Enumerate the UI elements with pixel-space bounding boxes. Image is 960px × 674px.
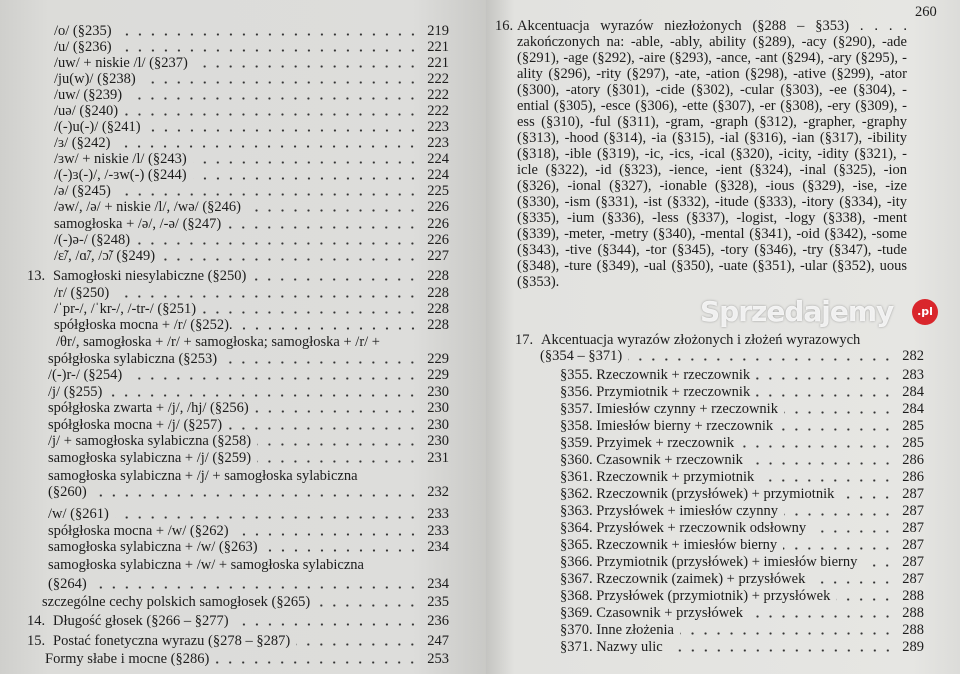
entry-title: samogłoska sylabiczna + /w/ (§263): [48, 539, 258, 555]
toc-entry: [54, 24, 449, 39]
entry-title: (§264): [48, 576, 87, 592]
dot-leader: [749, 462, 894, 465]
toc-entry: [48, 540, 449, 555]
dot-leader: [784, 411, 894, 414]
entry-title: spółgłoska mocna + /w/ (§262): [48, 523, 229, 539]
entry-title: Długość głosek (§266 – §277): [53, 613, 229, 629]
entry-title: Formy słabe i mocne (§286): [45, 651, 210, 667]
dot-leader: [863, 564, 894, 567]
section-16-paragraph: [495, 18, 907, 290]
page-number: 253: [427, 651, 449, 667]
toc-entry: [54, 200, 449, 215]
dot-leader: [115, 516, 419, 519]
page-number: 227: [427, 248, 449, 264]
toc-entry: [515, 333, 905, 348]
page-number: 287: [902, 520, 924, 536]
toc-entry: [54, 184, 449, 199]
entry-title: /ju(w)/ (§238): [54, 71, 136, 87]
entry-title: §359. Przyimek + rzeczownik: [560, 435, 735, 451]
toc-entry: [54, 249, 449, 264]
entry-title: §365. Rzeczownik + imiesłów bierny: [560, 537, 778, 553]
page-number: 286: [902, 452, 924, 468]
dot-leader: [783, 547, 894, 550]
toc-entry: [48, 434, 449, 449]
entry-title: §356. Przymiotnik + rzeczownik: [560, 384, 751, 400]
toc-entry: [560, 504, 924, 519]
entry-title: /u/ (§236): [54, 39, 112, 55]
dot-leader: [760, 479, 894, 482]
page-number: 288: [902, 588, 924, 604]
toc-entry: [54, 72, 449, 87]
dot-leader: [142, 81, 419, 84]
page-number: 229: [427, 367, 449, 383]
toc-entry: [54, 217, 449, 232]
page-number: 224: [427, 151, 449, 167]
dot-leader: [669, 649, 894, 652]
dot-leader: [247, 209, 419, 212]
dot-leader: [227, 226, 419, 229]
toc-entry: [560, 538, 924, 553]
page-number: 226: [427, 199, 449, 215]
watermark-badge: .pl: [912, 299, 938, 325]
section-number: 13.: [27, 268, 46, 284]
page-number: 229: [427, 351, 449, 367]
page-number: 286: [902, 469, 924, 485]
dot-leader: [136, 242, 419, 245]
dot-leader: [257, 443, 419, 446]
entry-title: /j/ + samogłoska sylabiczna (§258): [48, 433, 252, 449]
toc-entry: [560, 589, 924, 604]
entry-title: §370. Inne złożenia: [560, 622, 674, 638]
toc-entry: [48, 418, 449, 433]
toc-entry: [540, 349, 924, 364]
page-number: 223: [427, 135, 449, 151]
page-number: 219: [427, 23, 449, 39]
entry-title: (§354 – §371): [540, 348, 623, 364]
toc-entry: [560, 402, 924, 417]
entry-title: §369. Czasownik + przysłówek: [560, 605, 743, 621]
entry-title: /j/ (§255): [48, 384, 103, 400]
dot-leader: [118, 33, 419, 36]
dot-leader: [117, 193, 419, 196]
section-number: 16.: [495, 18, 514, 34]
dot-leader: [680, 632, 894, 635]
page-number: 282: [902, 348, 924, 364]
dot-leader: [836, 598, 894, 601]
entry-title: §367. Rzeczownik (zaimek) + przysłówek: [560, 571, 806, 587]
entry-title: Postać fonetyczna wyrazu (§278 – §287): [53, 633, 291, 649]
dot-leader: [740, 445, 894, 448]
page-number: 233: [427, 506, 449, 522]
page-number: 228: [427, 301, 449, 317]
section-number: 14.: [27, 613, 46, 629]
dot-leader: [93, 494, 419, 497]
page-number: 284: [902, 401, 924, 417]
entry-title: spółgłoska mocna + /r/ (§252).: [54, 317, 233, 333]
page-number: 285: [902, 435, 924, 451]
toc-entry: [56, 335, 449, 350]
page-number: 236: [427, 613, 449, 629]
page-number: 222: [427, 103, 449, 119]
toc-entry: [560, 470, 924, 485]
entry-title: /o/ (§235): [54, 23, 112, 39]
page-number: 247: [427, 633, 449, 649]
dot-leader: [812, 530, 894, 533]
entry-title: Samogłoski niesylabiczne (§250): [53, 268, 247, 284]
entry-title: /uw/ + niskie /l/ (§237): [54, 55, 188, 71]
entry-title: szczególne cechy polskich samogłosek (§265): [42, 594, 311, 610]
toc-entry: [48, 451, 449, 466]
dot-leader: [115, 295, 419, 298]
toc-entry: [54, 286, 449, 301]
page-number: 231: [427, 450, 449, 466]
toc-entry: [54, 40, 449, 55]
dot-leader: [316, 604, 419, 607]
page-number: 287: [902, 503, 924, 519]
dot-leader: [235, 623, 419, 626]
page-number: 283: [902, 367, 924, 383]
dot-leader: [202, 311, 419, 314]
entry-title: /(-)u(-)/ (§241): [54, 119, 141, 135]
watermark-logo: Sprzedajemy: [700, 295, 894, 328]
dot-leader: [161, 258, 419, 261]
dot-leader: [756, 377, 894, 380]
toc-entry: [54, 302, 449, 317]
page-number: 288: [902, 622, 924, 638]
entry-title: /(-)ə-/ (§248): [54, 232, 131, 248]
page-number: 288: [902, 605, 924, 621]
toc-entry: [54, 318, 449, 333]
toc-entry: [48, 401, 449, 416]
entry-title: §364. Przysłówek + rzeczownik odsłowny: [560, 520, 807, 536]
entry-title: §366. Przymiotnik (przysłówek) + imiesłów bierny: [560, 554, 858, 570]
toc-entry: [27, 614, 449, 629]
toc-entry: [48, 385, 449, 400]
entry-title: /r/ (§250): [54, 285, 110, 301]
dot-leader: [235, 533, 419, 536]
dot-leader: [193, 177, 419, 180]
page-number: 226: [427, 216, 449, 232]
toc-entry: [48, 469, 449, 484]
page-number: 228: [427, 268, 449, 284]
toc-entry: [48, 577, 449, 592]
toc-entry: [48, 485, 449, 500]
section-number: 15.: [27, 633, 46, 649]
entry-title: samogłoska sylabiczna + /w/ + samogłoska sylabiczna: [48, 557, 364, 573]
entry-title: /uw/ (§239): [54, 87, 123, 103]
toc-entry: [54, 136, 449, 151]
entry-title: Akcentuacja wyrazów złożonych i złożeń wyrazowych: [541, 332, 861, 348]
toc-entry: [54, 168, 449, 183]
page-number: 222: [427, 87, 449, 103]
dot-leader: [128, 97, 419, 100]
entry-title: samogłoska sylabiczna + /j/ (§259): [48, 450, 252, 466]
page-number: 233: [427, 523, 449, 539]
page-number: 224: [427, 167, 449, 183]
page-number: 226: [427, 232, 449, 248]
dot-leader: [128, 377, 419, 380]
section-16-page-number: 260: [915, 4, 937, 20]
page-number: 232: [427, 484, 449, 500]
page-number: 228: [427, 317, 449, 333]
dot-leader: [296, 643, 419, 646]
dot-leader: [228, 427, 419, 430]
page-number: 287: [902, 486, 924, 502]
page-number: 287: [902, 537, 924, 553]
toc-entry: [560, 385, 924, 400]
toc-entry: [27, 634, 449, 649]
entry-title: /(-)r-/ (§254): [48, 367, 123, 383]
page-number: 221: [427, 55, 449, 71]
page-number: 230: [427, 400, 449, 416]
toc-entry: [560, 555, 924, 570]
toc-entry: [48, 507, 449, 522]
section-16-text: Akcentuacja wyrazów niezłożonych (§288 – §353) . . . . zakończonych na: -able, -ably, ability (§289), -acy (§290), -ade (§291), -age (§292), -aire (§293), -ance, -ant (§294), -ary (§295), -ality (§296), -rity (§297), -ate, -ation (§298), -ative (§299), -ator (§300), -atory (§301), -cide (§302), -cular (§303), -ee (§304), -ential (§305), -esce (§306), -ette (§307), -er (§308), -ery (§309), -ess (§310), -ful (§311), -gram, -graph (§312), -grapher, -graphy (§313), -hood (§314), -ia (§315), -ial (§316), -ian (§317), -ibility (§318), -ible (§319), -ic, -ics, -ical (§320), -icity, -idity (§321), -icle (§322), -id (§323), -ience, -ient (§324), -inal (§325), -ion (§326), -ional (§327), -ionable (§328), -ious (§329), -ise, -ize (§330), -ism (§331), -ist (§332), -itude (§333), -itory (§334), -ity (§335), -ium (§336), -less (§337), -logist, -logy (§338), -ment (§339), -meter, -metry (§340), -mental (§341), -oid (§342), -some (§343), -tive (§344), -tor (§345), -tory (§346), -try (§347), -tude (§348), -ture (§349), -ual (§350), -uate (§351), -ular (§352), uous (§353).: [517, 18, 907, 290]
page-number: 228: [427, 285, 449, 301]
entry-title: /ˈpr-/, /ˈkr-/, /-tr-/ (§251): [54, 301, 197, 317]
dot-leader: [811, 581, 894, 584]
entry-title: spółgłoska sylabiczna (§253): [48, 351, 218, 367]
entry-title: samogłoska + /ə/, /-ə/ (§247): [54, 216, 222, 232]
toc-entry: [560, 453, 924, 468]
dot-leader: [124, 113, 419, 116]
entry-title: /uə/ (§240): [54, 103, 119, 119]
dot-leader: [147, 129, 419, 132]
page-number: 223: [427, 119, 449, 135]
toc-entry: [54, 56, 449, 71]
page-number: 230: [427, 384, 449, 400]
dot-leader: [239, 327, 419, 330]
entry-title: (§260): [48, 484, 87, 500]
page-number: 287: [902, 554, 924, 570]
dot-leader: [193, 161, 419, 164]
section-number: 17.: [515, 332, 534, 348]
dot-leader: [93, 586, 419, 589]
dot-leader: [215, 661, 419, 664]
page-number: 285: [902, 418, 924, 434]
toc-entry: [560, 606, 924, 621]
entry-title: §355. Rzeczownik + rzeczownik: [560, 367, 751, 383]
entry-title: §363. Przysłówek + imiesłów czynny: [560, 503, 778, 519]
toc-entry: [560, 419, 924, 434]
entry-title: /əw/, /ə/ + niskie /l/, /wə/ (§246): [54, 199, 241, 215]
toc-entry: [560, 368, 924, 383]
toc-entry: [45, 652, 449, 667]
toc-entry: [54, 88, 449, 103]
page-number: 222: [427, 71, 449, 87]
dot-leader: [194, 65, 419, 68]
toc-entry: [560, 572, 924, 587]
dot-leader: [108, 394, 419, 397]
dot-leader: [118, 49, 419, 52]
dot-leader: [264, 549, 419, 552]
entry-title: §357. Imiesłów czynny + rzeczownik: [560, 401, 778, 417]
page-number: 234: [427, 576, 449, 592]
dot-leader: [784, 513, 894, 516]
toc-entry: [54, 233, 449, 248]
toc-entry: [560, 436, 924, 451]
entry-title: samogłoska sylabiczna + /j/ + samogłoska sylabiczna: [48, 468, 358, 484]
entry-title: /w/ (§261): [48, 506, 109, 522]
toc-entry: [54, 152, 449, 167]
dot-leader: [779, 428, 894, 431]
entry-title: /ɛ̃/, /ɑ̃/, /ɔ̃/ (§249): [54, 248, 156, 264]
dot-leader: [257, 460, 419, 463]
entry-title: /ɜw/ + niskie /l/ (§243): [54, 151, 187, 167]
page-number: 230: [427, 417, 449, 433]
entry-title: §358. Imiesłów bierny + rzeczownik: [560, 418, 774, 434]
entry-title: /θr/, samogłoska + /r/ + samogłoska; samogłoska + /r/ +: [56, 334, 380, 350]
toc-entry: [27, 269, 449, 284]
toc-entry: [54, 104, 449, 119]
toc-entry: [48, 524, 449, 539]
toc-entry: [560, 487, 924, 502]
page-number: 230: [427, 433, 449, 449]
toc-entry: [48, 368, 449, 383]
dot-leader: [749, 615, 894, 618]
dot-leader: [756, 394, 894, 397]
entry-title: §368. Przysłówek (przymiotnik) + przysłówek: [560, 588, 831, 604]
entry-title: §371. Nazwy ulic: [560, 639, 663, 655]
toc-entry: [42, 595, 449, 610]
dot-leader: [116, 145, 419, 148]
page-number: 289: [902, 639, 924, 655]
dot-leader: [252, 278, 419, 281]
page-number: 234: [427, 539, 449, 555]
page-number: 225: [427, 183, 449, 199]
toc-entry: [560, 521, 924, 536]
page-number: 235: [427, 594, 449, 610]
page-number: 221: [427, 39, 449, 55]
entry-title: spółgłoska zwarta + /j/, /hj/ (§256): [48, 400, 249, 416]
entry-title: /(-)ɜ(-)/, /-ɜw(-) (§244): [54, 167, 187, 183]
entry-title: /ə/ (§245): [54, 183, 111, 199]
dot-leader: [840, 496, 894, 499]
entry-title: spółgłoska mocna + /j/ (§257): [48, 417, 223, 433]
toc-entry: [560, 623, 924, 638]
entry-title: §360. Czasownik + rzeczownik: [560, 452, 743, 468]
toc-entry: [560, 640, 924, 655]
dot-leader: [628, 358, 894, 361]
entry-title: §362. Rzeczownik (przysłówek) + przymiotnik: [560, 486, 835, 502]
entry-title: /ɜ/ (§242): [54, 135, 111, 151]
toc-entry: [48, 558, 449, 573]
page-number: 284: [902, 384, 924, 400]
dot-leader: [255, 410, 419, 413]
toc-entry: [54, 120, 449, 135]
toc-entry: [48, 352, 449, 367]
dot-leader: [223, 361, 419, 364]
entry-title: §361. Rzeczownik + przymiotnik: [560, 469, 755, 485]
page-number: 287: [902, 571, 924, 587]
